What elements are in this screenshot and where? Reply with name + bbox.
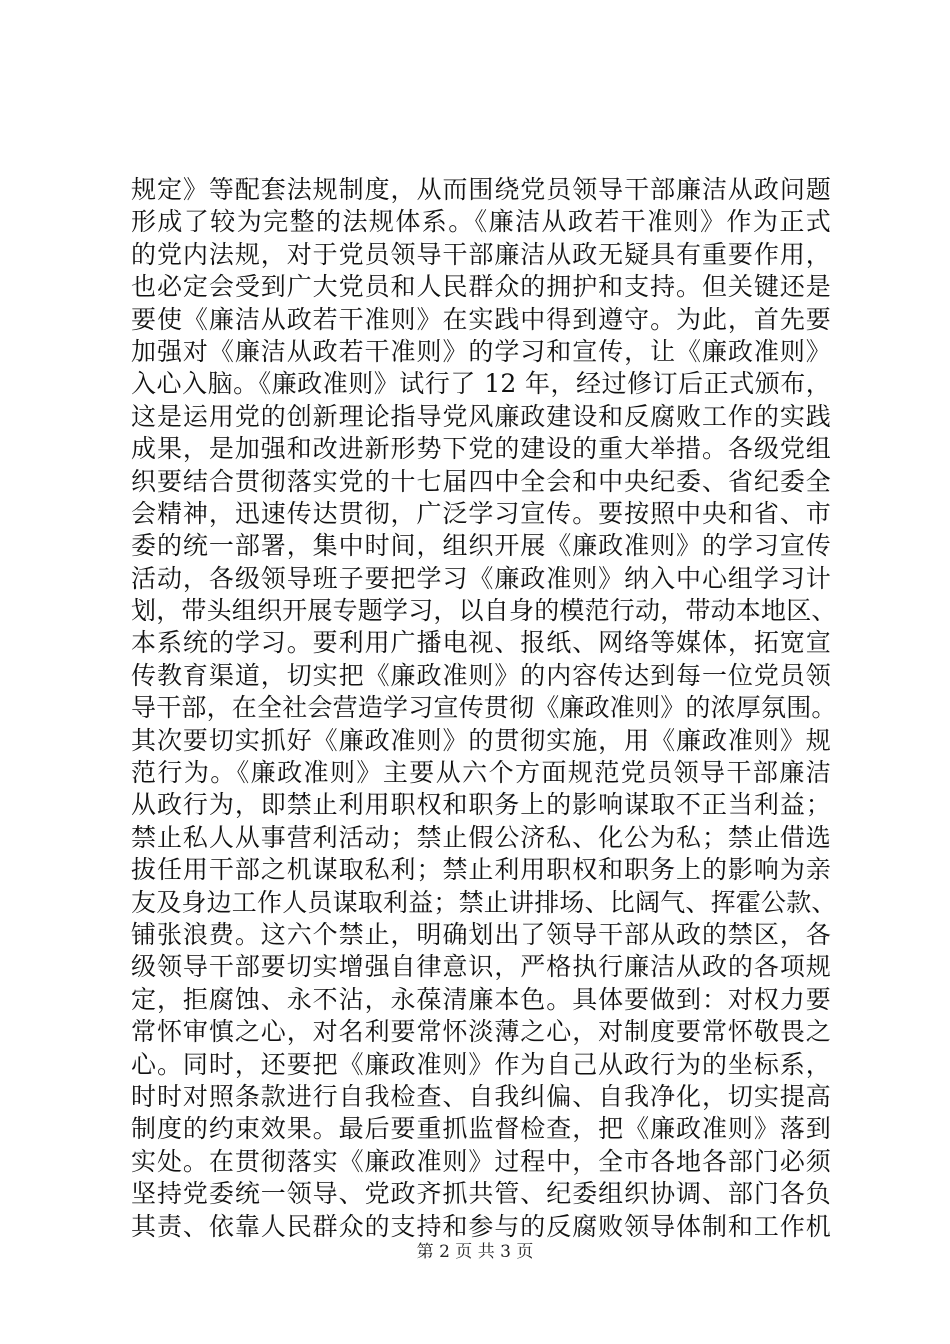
text-line: 常怀审慎之心，对名利要常怀淡薄之心，对制度要常怀敬畏之 bbox=[131, 1017, 831, 1047]
text-line: 这是运用党的创新理论指导党风廉政建设和反腐败工作的实践 bbox=[131, 401, 831, 431]
text-line: 禁止私人从事营利活动；禁止假公济私、化公为私；禁止借选 bbox=[131, 822, 831, 852]
body-paragraph bbox=[131, 174, 837, 1243]
text-line: 导干部，在全社会营造学习宣传贯彻《廉政准则》的浓厚氛围。 bbox=[131, 693, 837, 723]
text-line: 时时对照条款进行自我检查、自我纠偏、自我净化，切实提高 bbox=[131, 1081, 831, 1111]
page-number-footer: 第 2 页 共 3 页 bbox=[416, 1242, 534, 1262]
text-line: 也必定会受到广大党员和人民群众的拥护和支持。但关键还是 bbox=[131, 272, 831, 302]
text-line: 从政行为，即禁止利用职权和职务上的影响谋取不正当利益； bbox=[131, 790, 831, 820]
text-line: 制度的约束效果。最后要重抓监督检查，把《廉政准则》落到 bbox=[131, 1114, 831, 1144]
text-line: 要使《廉洁从政若干准则》在实践中得到遵守。为此，首先要 bbox=[131, 304, 831, 334]
text-line: 其次要切实抓好《廉政准则》的贯彻实施，用《廉政准则》规 bbox=[131, 725, 831, 755]
text-line: 加强对《廉洁从政若干准则》的学习和宣传，让《廉政准则》 bbox=[131, 336, 831, 366]
text-line: 织要结合贯彻落实党的十七届四中全会和中央纪委、省纪委全 bbox=[131, 466, 831, 496]
text-line: 传教育渠道，切实把《廉政准则》的内容传达到每一位党员领 bbox=[131, 660, 831, 690]
text-line: 级领导干部要切实增强自律意识，严格执行廉洁从政的各项规 bbox=[131, 952, 831, 982]
text-line: 的党内法规，对于党员领导干部廉洁从政无疑具有重要作用， bbox=[131, 239, 831, 269]
text-line: 本系统的学习。要利用广播电视、报纸、网络等媒体，拓宽宣 bbox=[131, 628, 831, 658]
text-line: 范行为。《廉政准则》主要从六个方面规范党员领导干部廉洁 bbox=[131, 758, 831, 788]
text-line: 会精神，迅速传达贯彻，广泛学习宣传。要按照中央和省、市 bbox=[131, 498, 831, 528]
text-line: 拔任用干部之机谋取私利；禁止利用职权和职务上的影响为亲 bbox=[131, 855, 831, 885]
text-line: 铺张浪费。这六个禁止，明确划出了领导干部从政的禁区，各 bbox=[131, 919, 831, 949]
text-line: 其责、依靠人民群众的支持和参与的反腐败领导体制和工作机 bbox=[131, 1211, 831, 1241]
text-line: 活动，各级领导班子要把学习《廉政准则》纳入中心组学习计 bbox=[131, 563, 831, 593]
text-line: 委的统一部署，集中时间，组织开展《廉政准则》的学习宣传 bbox=[131, 531, 831, 561]
text-line: 成果，是加强和改进新形势下党的建设的重大举措。各级党组 bbox=[131, 434, 831, 464]
text-line: 友及身边工作人员谋取利益；禁止讲排场、比阔气、挥霍公款、 bbox=[131, 887, 837, 917]
text-line: 心。同时，还要把《廉政准则》作为自己从政行为的坐标系， bbox=[131, 1049, 831, 1079]
text-line: 坚持党委统一领导、党政齐抓共管、纪委组织协调、部门各负 bbox=[131, 1179, 831, 1209]
text-line: 实处。在贯彻落实《廉政准则》过程中，全市各地各部门必须 bbox=[131, 1146, 831, 1176]
text-line: 形成了较为完整的法规体系。《廉洁从政若干准则》作为正式 bbox=[131, 207, 831, 237]
text-line: 入心入脑。《廉政准则》试行了 12 年，经过修订后正式颁布， bbox=[131, 369, 831, 399]
text-line: 划，带头组织开展专题学习，以自身的模范行动，带动本地区、 bbox=[131, 596, 837, 626]
text-line: 规定》等配套法规制度，从而围绕党员领导干部廉洁从政问题 bbox=[131, 175, 831, 204]
text-line: 定，拒腐蚀、永不沾，永葆清廉本色。具体要做到：对权力要 bbox=[131, 984, 831, 1014]
